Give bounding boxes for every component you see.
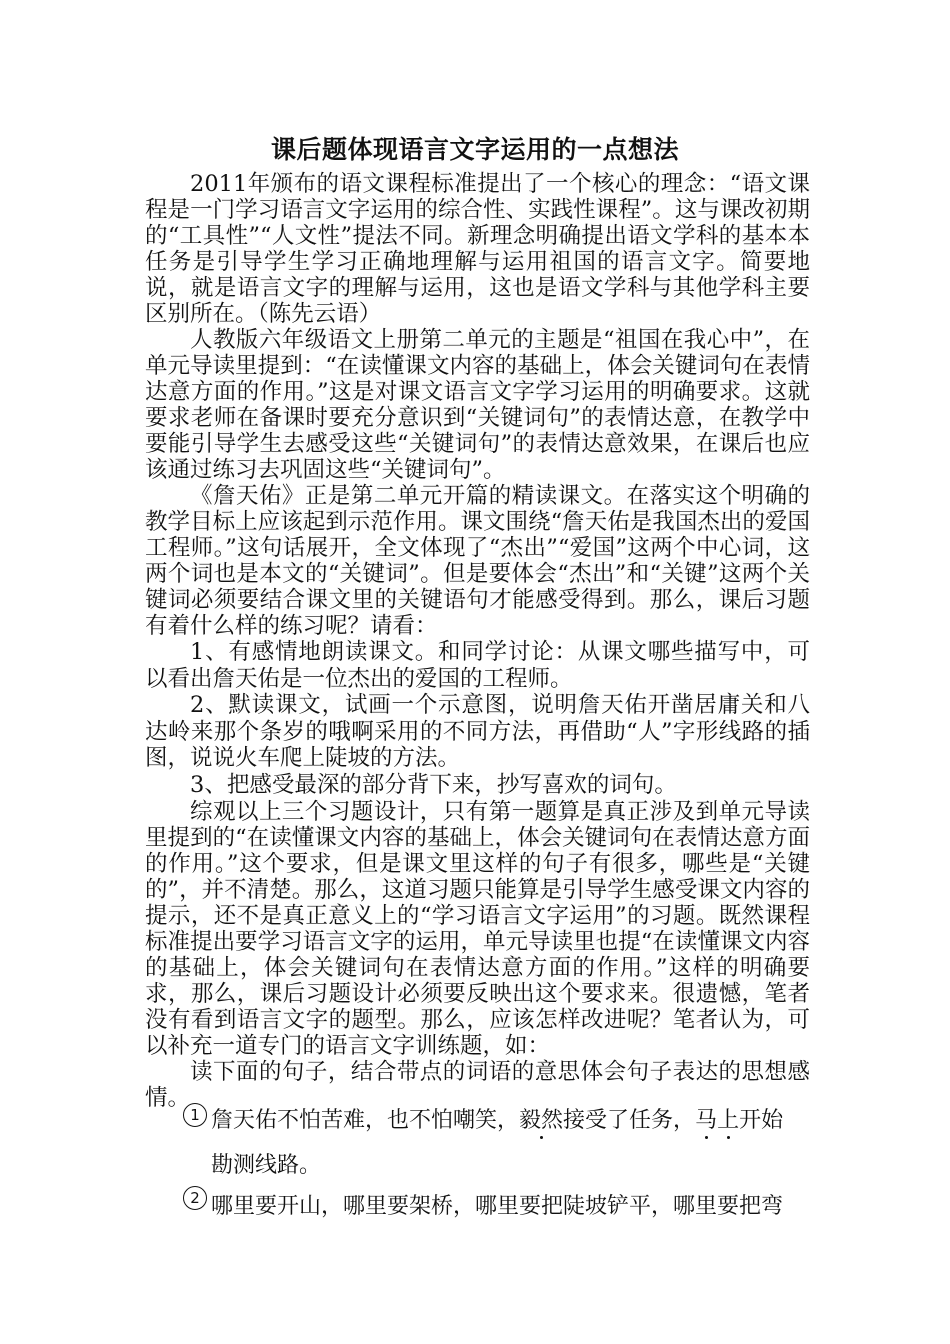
text-segment: 开始 bbox=[739, 1108, 784, 1133]
exercise-1: 1、有感情地朗读课文。和同学讨论：从课文哪些描写中，可以看出詹天佑是一位杰出的爱国的工程师。 bbox=[145, 639, 810, 692]
paragraph-2: 人教版六年级语文上册第二单元的主题是“祖国在我心中”，在单元导读里提到：“在读懂课文内容的基础上，体会关键词句在表情达意方面的作用。”这是对课文语言文字学习运用的明确要求。这就要求老师在备课时要充分意识到“关键词句”的表情达意，在教学中要能引导学生去感受这些“关键词句”的表情达意效果，在课后也应该通过练习去巩固这些“关键词句”。 bbox=[145, 327, 810, 483]
example-sentences bbox=[183, 1101, 810, 1229]
example-2-line-1: 哪里要开山，哪里要架桥，哪里要把陡坡铲平，哪里要把弯 bbox=[211, 1194, 784, 1219]
text-segment: 詹天佑不怕苦难，也不怕嘲笑， bbox=[211, 1108, 520, 1133]
circled-number-2: 2 bbox=[183, 1186, 207, 1210]
example-sentence-2 bbox=[183, 1184, 810, 1229]
page-title: 课后题体现语言文字运用的一点想法 bbox=[270, 135, 679, 164]
paragraph-instruction: 读下面的句子，结合带点的词语的意思体会句子表达的思想感情。 bbox=[145, 1059, 810, 1111]
example-1-line-1 bbox=[211, 1101, 810, 1141]
article-body bbox=[145, 171, 810, 1111]
paragraph-3: 《詹天佑》正是第二单元开篇的精读课文。在落实这个明确的教学目标上应该起到示范作用。课文围绕“詹天佑是我国杰出的爱国工程师。”这句话展开，全文体现了“杰出”“爱国”这两个中心词，这两个词也是本文的“关键词”。但是要体会“杰出”和“关键”这两个关键词必须要结合课文里的关键语句才能感受得到。那么，课后习题有着什么样的练习呢？请看： bbox=[145, 483, 810, 639]
paragraph-1: 2011年颁布的语文课程标准提出了一个核心的理念：“语文课程是一门学习语言文字运用的综合性、实践性课程”。这与课改初期的“工具性”“人文性”提法不同。新理念明确提出语文学科的基本本任务是引导学生学习正确地理解与运用祖国的语言文字。简要地说，就是语言文字的理解与运用，这也是语文学科与其他学科主要区别所在。（陈先云语） bbox=[145, 171, 810, 327]
text-segment: 接受了任务， bbox=[563, 1108, 696, 1133]
dotted-word-yiran bbox=[519, 1108, 563, 1133]
dotted-char: 马 bbox=[695, 1108, 718, 1133]
circled-number-1: 1 bbox=[183, 1103, 207, 1127]
dotted-text: 毅然 bbox=[519, 1108, 564, 1133]
exercise-3: 3、把感受最深的部分背下来，抄写喜欢的词句。 bbox=[190, 771, 677, 798]
example-1-line-2: 勘测线路。 bbox=[211, 1153, 322, 1178]
dotted-char: 上 bbox=[717, 1108, 740, 1133]
exercise-2: 2、默读课文，试画一个示意图，说明詹天佑开凿居庸关和八达岭来那个条岁的哦啊采用的不同方法，再借助“人”字形线路的插图，说说火车爬上陡坡的方法。 bbox=[145, 692, 810, 771]
example-sentence-1 bbox=[183, 1101, 810, 1184]
paragraph-analysis: 综观以上三个习题设计，只有第一题算是真正涉及到单元导读里提到的“在读懂课文内容的基础上，体会关键词句在表情达意方面的作用。”这个要求，但是课文里这样的句子有很多，哪些是“关键的”，并不清楚。那么，这道习题只能算是引导学生感受课文内容的提示，还不是真正意义上的“学习语言文字运用”的习题。既然课程标准提出要学习语言文字的运用，单元导读里也提“在读懂课文内容的基础上，体会关键词句在表情达意方面的作用。”这样的明确要求，那么，课后习题设计必须要反映出这个要求来。很遗憾，笔者没有看到语言文字的题型。那么，应该怎样改进呢？笔者认为，可以补充一道专门的语言文字训练题，如： bbox=[145, 799, 810, 1059]
